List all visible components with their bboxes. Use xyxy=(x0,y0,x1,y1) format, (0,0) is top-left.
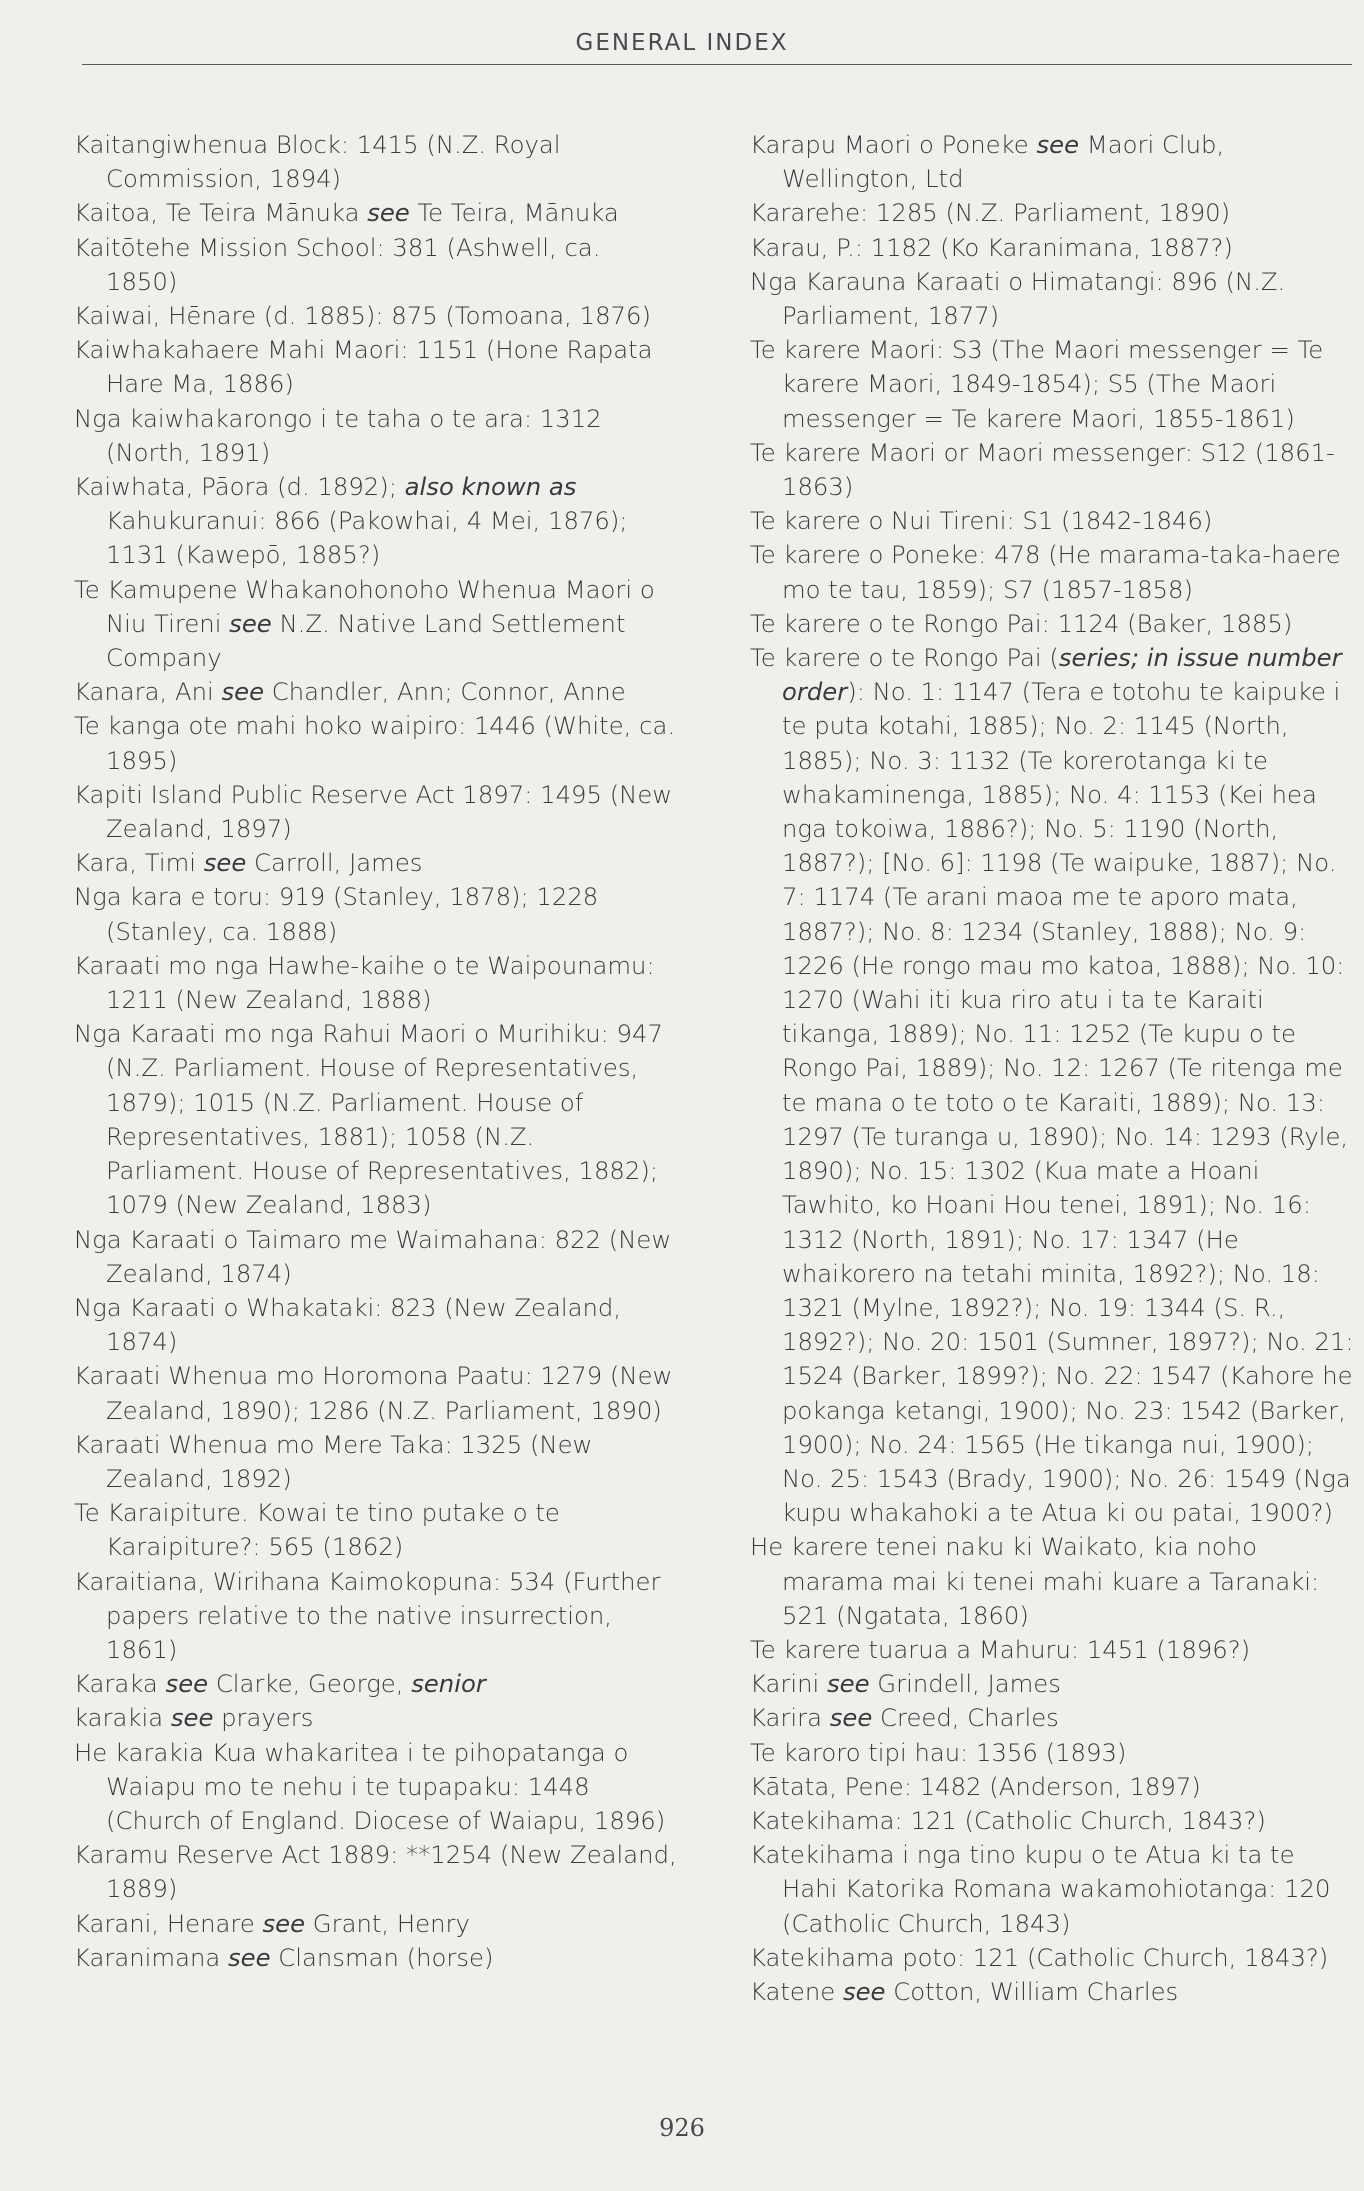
index-entry xyxy=(750,265,1354,333)
index-entry xyxy=(74,1701,678,1735)
italic-text: see xyxy=(829,1703,873,1733)
entry-text: Nga kaiwhakarongo i te taha o te ara: 1312 (North, 1891) xyxy=(74,403,602,467)
index-entry xyxy=(750,1633,1354,1667)
index-entry xyxy=(750,1941,1354,1975)
entry-text: Nga Karaati o Whakataki: 823 (New Zealand, 1874) xyxy=(74,1292,622,1357)
entry-text: Karaati Whenua mo Mere Taka: 1325 (New Zealand, 1892) xyxy=(74,1429,593,1493)
italic-text: see xyxy=(165,1669,209,1699)
entry-text: Te karere o Nui Tireni: S1 (1842-1846) xyxy=(750,506,1213,536)
entry-text: Karini xyxy=(750,1669,828,1699)
entry-text: Te karere Maori or Maori messenger: S12 (1861-1863) xyxy=(750,437,1335,502)
entry-text: Karanimana xyxy=(74,1942,228,1972)
index-entry xyxy=(750,196,1354,230)
index-entry xyxy=(74,1736,678,1839)
index-entry xyxy=(74,1359,678,1427)
entry-text: Kararehe: 1285 (N.Z. Parliament, 1890) xyxy=(750,198,1231,228)
index-entry xyxy=(74,1496,678,1564)
entry-text: ): No. 1: 1147 (Tera e totohu te kaipuke i te puta kotahi, 1885); No. 2: 1145 (North, 1885); No. 3: 1132 (Te korerotanga ki te whakaminenga, 1885); No. 4: 1153 (Kei hea nga tokoiwa, 1886?); No. 5: 1190 (North, 1887?); [No. 6]: 1198 (Te waipuke, 1887); No. 7: 1174 (Te arani maoa me te aporo mata, 1887?); No. 8: 1234 (Stanley, 1888); No. 9: 1226 (He rongo mau mo katoa, 1888); No. 10: 1270 (Wahi iti kua riro atu i ta te Karaiti tikanga, 1889); No. 11: 1252 (Te kupu o te Rongo Pai, 1889); No. 12: 1267 (Te ritenga me te mana o te toto o te Karaiti, 1889); No. 13: 1297 (Te turanga u, 1890); No. 14: 1293 (Ryle, 1890); No. 15: 1302 (Kua mate a Hoani Tawhito, ko Hoani Hou tenei, 1891); No. 16: 1312 (North, 1891); No. 17: 1347 (He whaikorero na tetahi minita, 1892?); No. 18: 1321 (Mylne, 1892?); No. 19: 1344 (S. R., 1892?); No. 20: 1501 (Sumner, 1897?); No. 21: 1524 (Barker, 1899?); No. 22: 1547 (Kahore he pokanga ketangi, 1900); No. 23: 1542 (Barker, 1900); No. 24: 1565 (He tikanga nui, 1900); No. 25: 1543 (Brady, 1900); No. 26: 1549 (Nga kupu whakahoki a te Atua ki ou patai, 1900?) xyxy=(782,677,1354,1528)
italic-text: see xyxy=(827,1669,870,1699)
entry-text: Te karere o te Rongo Pai: 1124 (Baker, 1885) xyxy=(750,608,1293,638)
entry-text: Katekihama: 121 (Catholic Church, 1843?) xyxy=(750,1805,1266,1835)
italic-text: also known as xyxy=(404,472,577,502)
entry-text: Karamu Reserve Act 1889: **1254 (New Zealand, 1889) xyxy=(74,1840,677,1904)
entry-text: Katekihama i nga tino kupu o te Atua ki ta te Hahi Katorika Romana wakamohiotanga: 120 (Catholic Church, 1843) xyxy=(750,1840,1331,1938)
index-entry xyxy=(74,1838,678,1906)
entry-text: Kaiwai, Hēnare (d. 1885): 875 (Tomoana, 1876) xyxy=(74,301,651,331)
index-entry xyxy=(74,231,678,299)
entry-text: Te kanga ote mahi hoko waipiro: 1446 (White, ca. 1895) xyxy=(74,711,676,775)
index-entry xyxy=(74,880,678,948)
index-entry xyxy=(750,1667,1354,1701)
italic-text: see xyxy=(367,198,410,228)
entry-text: Te Kamupene Whakanohonoho Whenua Maori o Niu Tireni xyxy=(74,574,655,638)
entry-text: Kara, Timi xyxy=(74,848,204,878)
italic-text: see xyxy=(228,1942,271,1972)
entry-text: Creed, Charles xyxy=(872,1703,1059,1733)
index-entry xyxy=(750,1530,1354,1633)
entry-text: Karapu Maori o Poneke xyxy=(750,130,1037,159)
italic-text: senior xyxy=(411,1669,486,1699)
index-entry xyxy=(74,333,678,401)
index-entry xyxy=(74,709,678,777)
entry-text: Clarke, George, xyxy=(208,1669,412,1699)
entry-text: Grant, Henry xyxy=(305,1908,470,1938)
index-entry xyxy=(74,1565,678,1668)
entry-text: Te karoro tipi hau: 1356 (1893) xyxy=(750,1737,1127,1767)
index-entry xyxy=(74,846,678,880)
entry-text: He karakia Kua whakaritea i te pihopatanga o Waiapu mo te nehu i te tupapaku: 1448 (Church of England. Diocese of Waiapu, 1896) xyxy=(74,1737,666,1835)
index-entry xyxy=(750,1838,1354,1941)
entry-text: Nga Karaati o Taimaro me Waimahana: 822 (New Zealand, 1874) xyxy=(74,1224,672,1288)
index-entry xyxy=(750,1770,1354,1804)
entry-text: prayers xyxy=(213,1703,314,1733)
entry-text: Te karere o te Rongo Pai ( xyxy=(750,643,1059,673)
entry-text: Karaati mo nga Hawhe-kaihe o te Waipounamu: 1211 (New Zealand, 1888) xyxy=(74,950,655,1015)
index-entry xyxy=(74,196,678,230)
italic-text: see xyxy=(203,848,247,878)
entry-text: Cotton, William Charles xyxy=(885,1976,1179,2006)
index-entry xyxy=(750,641,1354,1530)
entry-text: Katekihama poto: 121 (Catholic Church, 1843?) xyxy=(750,1942,1329,1972)
index-entry xyxy=(74,1667,678,1701)
entry-text: Karani, Henare xyxy=(74,1908,263,1938)
index-entry xyxy=(750,607,1354,641)
index-entry xyxy=(74,1291,678,1359)
entry-text: Nga kara e toru: 919 (Stanley, 1878); 1228 (Stanley, ca. 1888) xyxy=(74,882,599,946)
running-header: GENERAL INDEX xyxy=(575,30,789,56)
index-entry xyxy=(750,1736,1354,1770)
entry-text: Carroll, James xyxy=(246,848,423,878)
entry-text: Nga Karauna Karaati o Himatangi: 896 (N.Z. Parliament, 1877) xyxy=(750,266,1286,331)
index-entry xyxy=(74,778,678,846)
index-entry xyxy=(74,299,678,333)
italic-text: see xyxy=(1036,130,1080,159)
entry-text: Kaitōtehe Mission School: 381 (Ashwell, ca. 1850) xyxy=(74,232,601,296)
entry-text: Grindell, James xyxy=(869,1669,1061,1699)
index-entry xyxy=(74,402,678,470)
header-rule xyxy=(82,64,1352,65)
index-entry xyxy=(74,949,678,1017)
italic-text: see xyxy=(262,1908,306,1938)
index-entry xyxy=(750,1804,1354,1838)
index-column-right xyxy=(750,128,1354,2009)
entry-text: Katene xyxy=(750,1976,843,2006)
entry-text: Karaati Whenua mo Horomona Paatu: 1279 (New Zealand, 1890); 1286 (N.Z. Parliament, 1890) xyxy=(74,1361,673,1425)
entry-text: Te Teira, Mānuka xyxy=(409,198,619,228)
index-entry xyxy=(74,1017,678,1222)
index-entry xyxy=(74,1428,678,1496)
index-entry xyxy=(750,333,1354,436)
entry-text: Nga Karaati mo nga Rahui Maori o Murihiku: 947 (N.Z. Parliament. House of Representatives, 1879); 1015 (N.Z. Parliament. House of Representatives, 1881); 1058 (N.Z. Parliament. House of Representatives, 1882); 1079 (New Zealand, 1883) xyxy=(74,1019,663,1220)
entry-text: karakia xyxy=(74,1703,171,1733)
italic-text: series; in issue number order xyxy=(782,643,1342,707)
entry-text: Kaiwhata, Pāora (d. 1892); xyxy=(74,472,405,502)
entry-text: Kātata, Pene: 1482 (Anderson, 1897) xyxy=(750,1771,1201,1801)
italic-text: see xyxy=(170,1703,214,1733)
index-entry xyxy=(74,573,678,676)
entry-text: Te karere o Poneke: 478 (He marama-taka-haere mo te tau, 1859); S7 (1857-1858) xyxy=(750,540,1341,604)
index-entry xyxy=(74,128,678,196)
entry-text: Clansman (horse) xyxy=(270,1942,494,1972)
index-entry xyxy=(74,1223,678,1291)
italic-text: see xyxy=(842,1976,886,2006)
entry-text: Kaitoa, Te Teira Mānuka xyxy=(74,198,368,228)
index-entry xyxy=(74,675,678,709)
entry-text: Kaiwhakahaere Mahi Maori: 1151 (Hone Rapata Hare Ma, 1886) xyxy=(74,335,653,399)
entry-text: Karira xyxy=(750,1703,830,1733)
entry-text: Karaka xyxy=(74,1669,166,1699)
index-entry xyxy=(750,538,1354,606)
entry-text: N.Z. Native Land Settlement Company xyxy=(106,608,626,673)
entry-text: Karau, P.: 1182 (Ko Karanimana, 1887?) xyxy=(750,232,1233,262)
index-entry xyxy=(74,1907,678,1941)
index-column-left xyxy=(74,128,678,1975)
entry-text: Kaitangiwhenua Block: 1415 (N.Z. Royal Commission, 1894) xyxy=(74,130,561,194)
entry-text: Te Karaipiture. Kowai te tino putake o te Karaipiture?: 565 (1862) xyxy=(74,1498,560,1562)
index-entry xyxy=(74,1941,678,1975)
entry-text: Kanara, Ani xyxy=(74,677,222,707)
index-entry xyxy=(750,128,1354,196)
index-entry xyxy=(750,504,1354,538)
entry-text: Te karere tuarua a Mahuru: 1451 (1896?) xyxy=(750,1634,1251,1664)
entry-text: Karaitiana, Wirihana Kaimokopuna: 534 (Further papers relative to the native insurrection, 1861) xyxy=(74,1566,661,1664)
entry-text: He karere tenei naku ki Waikato, kia noho marama mai ki tenei mahi kuare a Taranaki: 521 (Ngatata, 1860) xyxy=(750,1532,1320,1630)
index-entry xyxy=(750,231,1354,265)
italic-text: see xyxy=(229,608,272,638)
index-entry xyxy=(750,436,1354,504)
entry-text: Kapiti Island Public Reserve Act 1897: 1495 (New Zealand, 1897) xyxy=(74,779,673,844)
entry-text: Kahukuranui: 866 (Pakowhai, 4 Mei, 1876); 1131 (Kawepō, 1885?) xyxy=(106,506,628,570)
entry-text: Maori Club, Wellington, Ltd xyxy=(782,130,1225,194)
entry-text: Te karere Maori: S3 (The Maori messenger = Te karere Maori, 1849-1854); S5 (The Maori messenger = Te karere Maori, 1855-1861) xyxy=(750,335,1324,433)
entry-text: Chandler, Ann; Connor, Anne xyxy=(264,677,626,707)
index-entry xyxy=(750,1975,1354,2009)
page-number: 926 xyxy=(659,2114,705,2142)
index-entry xyxy=(750,1701,1354,1735)
italic-text: see xyxy=(221,677,265,707)
index-entry xyxy=(74,470,678,573)
